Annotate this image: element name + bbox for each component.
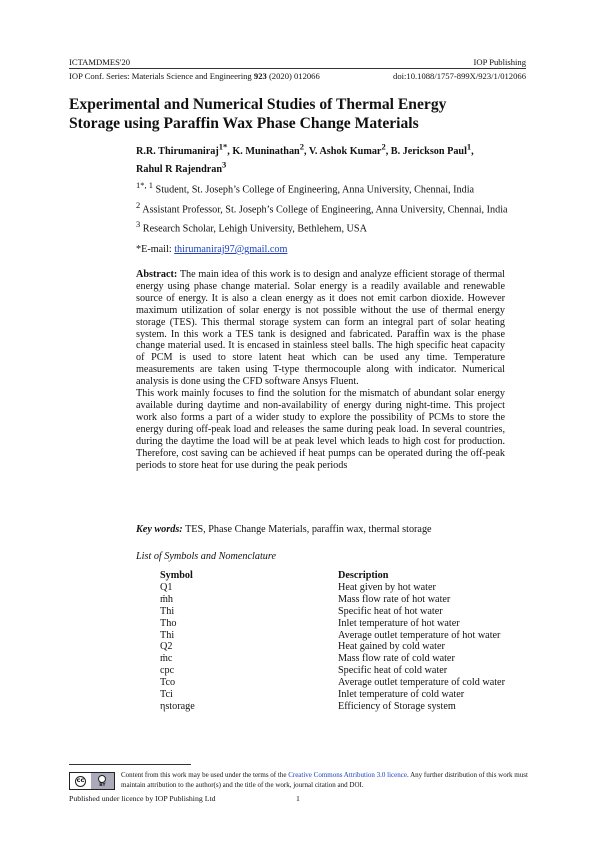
author <box>232 142 309 158</box>
description-cell: Average outlet temperature of cold water <box>338 677 505 689</box>
symbol-header: Symbol <box>160 570 193 581</box>
abstract-text: The main idea of this work is to design and analyze efficient storage of thermal energy using phase change material. Solar energy is a readily available and renewable source of energy. It is also a clean energy as it does not emit carbon dioxide. However maximum utilization of solar energy is not possible without the use of thermal energy storage (TES). This thermal storage system can form an integral part of solar heating system. In this work a TES tank is designed and fabricated. Paraffin wax is the phase change material used. It is encased in stainless steel balls. The high specific heat capacity of PCM is used to store latent heat which can be used any time. Temperature measurements are taken using T-type thermocouple along with indicator. Numerical analysis is done using the CFD software Ansys Fluent. <box>136 269 505 388</box>
page-number: 1 <box>296 794 300 803</box>
symbol-cell: Q1 <box>160 581 173 593</box>
nomenclature-row <box>160 630 506 642</box>
conference-name: ICTAMDMES'20 <box>69 57 131 67</box>
affiliation-text: Assistant Professor, St. Joseph’s College of Engineering, Anna University, Chennai, India <box>140 204 508 216</box>
header-rule <box>69 68 526 69</box>
volume-number: 923 <box>253 71 267 81</box>
published-line: Published under licence by IOP Publishing Ltd <box>69 794 216 803</box>
symbol-cell: ṁc <box>160 653 173 665</box>
affiliation-text: Research Scholar, Lehigh University, Bethlehem, USA <box>140 223 367 235</box>
affiliation-text: Student, St. Joseph’s College of Engineering, Anna University, Chennai, India <box>153 184 475 196</box>
symbol-cell: ṁh <box>160 593 174 605</box>
license-post: . Any further distribution of this work must maintain attribution to the author(s) and the title of the work, journal citation and DOI. <box>121 771 528 789</box>
title-line: Storage using Paraffin Wax Phase Change Materials <box>69 114 419 132</box>
cc-by-badge[interactable] <box>69 772 115 790</box>
abstract-paragraph <box>136 269 505 388</box>
by-attribution-icon <box>91 773 114 789</box>
description-cell: Inlet temperature of cold water <box>338 689 465 701</box>
affiliation <box>136 198 516 218</box>
author-sup: 3 <box>222 159 227 170</box>
keywords-label: Key words: <box>136 524 183 535</box>
symbol-cell: Tho <box>160 617 177 629</box>
symbol-cell: cpc <box>160 665 175 677</box>
description-cell: Mass flow rate of hot water <box>338 593 451 605</box>
description-cell: Average outlet temperature of hot water <box>338 629 501 641</box>
author-sep: , <box>303 146 309 158</box>
author-name: K. Muninathan <box>232 146 300 158</box>
affiliation-sup: 1*, 1 <box>136 180 153 190</box>
author <box>136 142 233 158</box>
nomenclature-row <box>160 701 506 713</box>
nomenclature-row <box>160 618 506 630</box>
symbol-cell: Tci <box>160 689 173 701</box>
author-sep: , <box>227 146 233 158</box>
author-name: Rahul R Rajendran <box>136 164 223 176</box>
keywords <box>136 524 516 535</box>
abstract <box>136 269 505 471</box>
symbol-cell: Tco <box>160 677 176 689</box>
nomenclature-row <box>160 582 506 594</box>
affiliation-sup: 2 <box>136 199 141 210</box>
year-article: (2020) 012066 <box>268 71 320 81</box>
running-header <box>69 57 526 67</box>
nomenclature-row <box>160 653 506 665</box>
description-cell: Specific heat of cold water <box>338 665 448 677</box>
abstract-paragraph: This work mainly focuses to find the solution for the mismatch of abundant solar energy available during daytime and non-availability of energy during night-time. This project work also forms a part of a wider study to explore the possibility of PCMs to store the energy during off-peak load and releases the same during peak load. In several countries, during the daytime the load will be at peak level which leads to high cost for production. Therefore, cost saving can be achieved if heat pumps can be operated during the off-peak periods to store heat for use during the peak periods <box>136 388 505 471</box>
description-cell: Specific heat of hot water <box>338 605 443 617</box>
series-name: IOP Conf. Series: Materials Science and Engineering <box>69 71 252 81</box>
cc-by-text: BY <box>99 782 106 788</box>
license-pre: Content from this work may be used under the terms of the <box>121 771 289 779</box>
keywords-text: TES, Phase Change Materials, paraffin wax, thermal storage <box>182 524 432 535</box>
nomenclature-row <box>160 677 506 689</box>
author-sup: 2 <box>381 142 386 152</box>
author-name: V. Ashok Kumar <box>308 146 382 158</box>
symbol-cell: Thi <box>160 629 175 641</box>
nomenclature-header-row <box>160 570 506 582</box>
doi: doi:10.1088/1757-899X/923/1/012066 <box>393 71 526 81</box>
person-icon <box>98 775 106 783</box>
license-notice <box>69 771 529 790</box>
author <box>390 142 474 158</box>
license-text <box>121 771 529 790</box>
author-sup: 2 <box>299 142 304 152</box>
paper-title <box>69 96 509 133</box>
cc-mark: cc <box>75 776 86 787</box>
author <box>136 159 227 176</box>
nomenclature-row <box>160 665 506 677</box>
nomenclature-row <box>160 594 506 606</box>
affiliation <box>136 178 516 198</box>
affiliation-list <box>136 178 516 237</box>
description-cell: Efficiency of Storage system <box>338 700 456 712</box>
symbol-cell: Q2 <box>160 641 173 653</box>
description-cell: Heat gained by cold water <box>338 641 445 653</box>
description-header: Description <box>338 570 389 581</box>
publisher-name: IOP Publishing <box>473 57 526 67</box>
nomenclature-title: List of Symbols and Nomenclature <box>136 551 276 562</box>
description-cell: Inlet temperature of hot water <box>338 617 460 629</box>
footer-rule <box>69 764 191 765</box>
author-sup: 1* <box>218 142 228 152</box>
nomenclature-table <box>160 570 506 713</box>
author <box>308 142 391 158</box>
abstract-label: Abstract: <box>136 269 178 280</box>
email-label: *E-mail: <box>136 244 175 255</box>
description-cell: Heat given by hot water <box>338 581 436 593</box>
symbol-cell: ηstorage <box>160 700 195 712</box>
author-sup: 1 <box>466 142 472 152</box>
nomenclature-row <box>160 641 506 653</box>
affiliation-sup: 3 <box>136 219 141 230</box>
symbol-cell: Thi <box>160 605 175 617</box>
cc-logo-icon <box>70 773 91 789</box>
nomenclature-row <box>160 689 506 701</box>
author-sep: , <box>471 146 474 158</box>
title-line: Experimental and Numerical Studies of Thermal Energy <box>69 96 447 113</box>
nomenclature-row <box>160 606 506 618</box>
description-cell: Mass flow rate of cold water <box>338 653 455 665</box>
citation-line <box>69 71 526 81</box>
author-list <box>136 141 516 176</box>
license-link[interactable]: Creative Commons Attribution 3.0 licence <box>288 771 407 779</box>
author-sep: , <box>385 146 391 158</box>
email-link[interactable]: thirumaniraj97@gmail.com <box>174 244 288 255</box>
author-name: B. Jerickson Paul <box>390 146 467 158</box>
contact-email <box>136 244 516 255</box>
affiliation <box>136 217 516 237</box>
series-citation <box>69 71 320 81</box>
author-name: R.R. Thirumaniraj <box>136 146 219 158</box>
